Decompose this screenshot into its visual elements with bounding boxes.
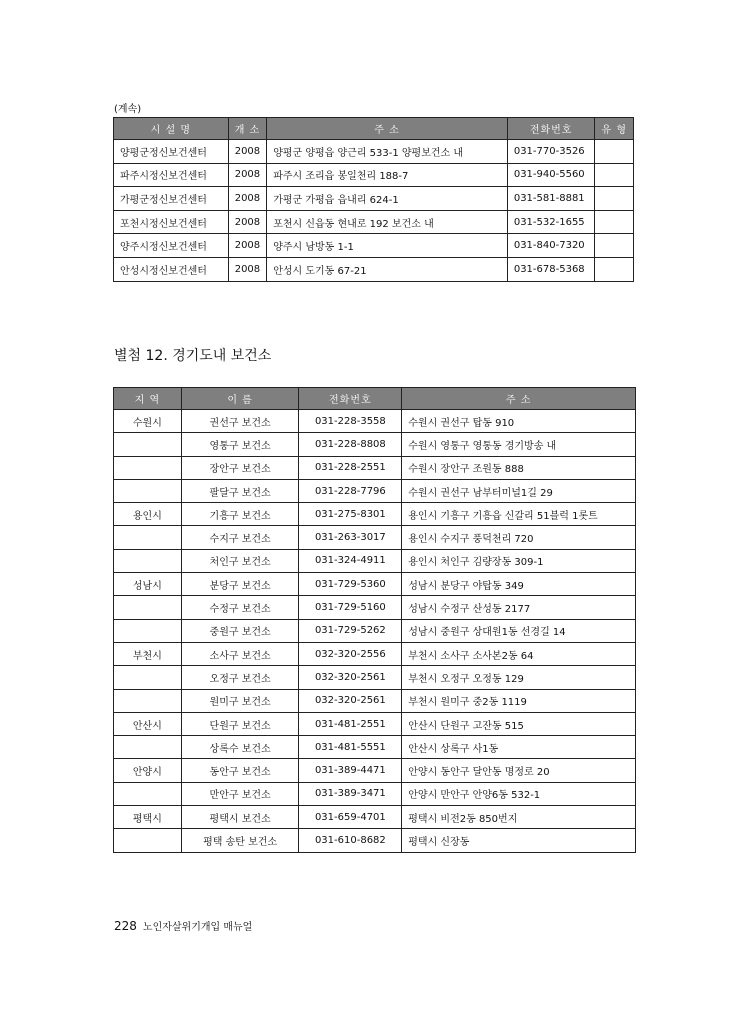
cell-region: 평택시 [114,806,182,829]
cell-facility-name: 양주시정신보건센터 [114,234,229,258]
cell-type [595,257,634,281]
cell-opened: 2008 [228,140,267,164]
cell-phone: 031-481-2551 [299,712,402,735]
table-row [114,479,636,502]
table-row [114,140,634,164]
cell-name: 원미구 보건소 [181,689,299,712]
cell-phone: 031-481-5551 [299,736,402,759]
cell-address: 가평군 가평읍 읍내리 624-1 [267,187,508,211]
cell-address: 안양시 만안구 안양6동 532-1 [402,782,636,805]
cell-phone: 032-320-2561 [299,666,402,689]
cell-phone: 031-581-8881 [507,187,595,211]
cell-region: 용인시 [114,503,182,526]
page-footer [114,918,252,933]
cell-address: 부천시 원미구 중2동 1119 [402,689,636,712]
cell-phone: 031-228-7796 [299,479,402,502]
cell-address: 수원시 장안구 조원동 888 [402,456,636,479]
cell-region [114,829,182,852]
cell-name: 중원구 보건소 [181,619,299,642]
cell-opened: 2008 [228,163,267,187]
cell-address: 평택시 신장동 [402,829,636,852]
cell-region [114,433,182,456]
table-row [114,410,636,433]
cell-address: 안산시 상록구 사1동 [402,736,636,759]
cell-region [114,689,182,712]
cell-phone: 031-228-2551 [299,456,402,479]
cell-region [114,596,182,619]
cell-region [114,526,182,549]
cell-phone: 031-389-3471 [299,782,402,805]
cell-type [595,140,634,164]
table-row [114,689,636,712]
cell-name: 평택 송탄 보건소 [181,829,299,852]
cell-opened: 2008 [228,234,267,258]
table-row [114,163,634,187]
header-address: 주 소 [402,388,636,410]
table-row [114,573,636,596]
cell-address: 성남시 수정구 산성동 2177 [402,596,636,619]
cell-name: 평택시 보건소 [181,806,299,829]
cell-phone: 032-320-2561 [299,689,402,712]
table-row [114,549,636,572]
cell-region [114,456,182,479]
cell-facility-name: 안성시정신보건센터 [114,257,229,281]
cell-region [114,619,182,642]
health-center-table [113,387,636,853]
cell-region: 안양시 [114,759,182,782]
cell-opened: 2008 [228,187,267,211]
book-title: 노인자살위기개입 매뉴얼 [142,922,253,933]
cell-region [114,666,182,689]
cell-facility-name: 포천시정신보건센터 [114,210,229,234]
cell-name: 동안구 보건소 [181,759,299,782]
cell-phone: 031-389-4471 [299,759,402,782]
table-row [114,234,634,258]
cell-name: 장안구 보건소 [181,456,299,479]
header-phone: 전화번호 [299,388,402,410]
cell-type [595,234,634,258]
table-row [114,503,636,526]
cell-name: 기흥구 보건소 [181,503,299,526]
cell-phone: 032-320-2556 [299,642,402,665]
table-row [114,433,636,456]
cell-name: 수지구 보건소 [181,526,299,549]
header-region: 지 역 [114,388,182,410]
cell-phone: 031-228-8808 [299,433,402,456]
cell-address: 파주시 조리읍 봉일천리 188-7 [267,163,508,187]
table-row [114,526,636,549]
table-row [114,187,634,211]
cell-region: 성남시 [114,573,182,596]
cell-phone: 031-263-3017 [299,526,402,549]
table-row [114,759,636,782]
cell-region [114,782,182,805]
cell-type [595,163,634,187]
table-row [114,257,634,281]
table-row [114,829,636,852]
cell-name: 영통구 보건소 [181,433,299,456]
cell-name: 분당구 보건소 [181,573,299,596]
continuation-label: (계속) [114,104,142,115]
cell-address: 부천시 오정구 오정동 129 [402,666,636,689]
cell-address: 성남시 분당구 야탑동 349 [402,573,636,596]
header-type: 유 형 [595,118,634,140]
table-row [114,806,636,829]
cell-opened: 2008 [228,257,267,281]
cell-phone: 031-275-8301 [299,503,402,526]
cell-address: 용인시 기흥구 기흥읍 신갈리 51블럭 1롯트 [402,503,636,526]
header-address: 주 소 [267,118,508,140]
cell-region [114,549,182,572]
cell-phone: 031-610-8682 [299,829,402,852]
table-row [114,736,636,759]
cell-address: 용인시 수지구 풍덕천리 720 [402,526,636,549]
table-row [114,712,636,735]
table-row [114,666,636,689]
table-row [114,596,636,619]
cell-region [114,479,182,502]
cell-type [595,187,634,211]
cell-address: 수원시 권선구 탑동 910 [402,410,636,433]
table-row [114,210,634,234]
cell-phone: 031-840-7320 [507,234,595,258]
cell-address: 수원시 권선구 남부터미널1길 29 [402,479,636,502]
cell-address: 안성시 도기동 67-21 [267,257,508,281]
header-opened: 개 소 [228,118,267,140]
cell-name: 단원구 보건소 [181,712,299,735]
cell-phone: 031-324-4911 [299,549,402,572]
mental-health-center-table [113,117,634,282]
cell-address: 안산시 단원구 고잔동 515 [402,712,636,735]
section-title: 별첨 12. 경기도내 보건소 [114,348,272,364]
cell-phone: 031-940-5560 [507,163,595,187]
cell-phone: 031-228-3558 [299,410,402,433]
cell-address: 수원시 영통구 영통동 경기방송 내 [402,433,636,456]
cell-address: 안양시 동안구 달안동 명정로 20 [402,759,636,782]
cell-address: 포천시 신읍동 현내로 192 보건소 내 [267,210,508,234]
cell-phone: 031-659-4701 [299,806,402,829]
table-row [114,642,636,665]
header-phone: 전화번호 [507,118,595,140]
cell-name: 만안구 보건소 [181,782,299,805]
cell-region: 안산시 [114,712,182,735]
cell-region: 부천시 [114,642,182,665]
cell-phone: 031-678-5368 [507,257,595,281]
cell-type [595,210,634,234]
table-header-row [114,118,634,140]
cell-facility-name: 양평군정신보건센터 [114,140,229,164]
cell-facility-name: 가평군정신보건센터 [114,187,229,211]
cell-name: 오정구 보건소 [181,666,299,689]
cell-address: 성남시 중원구 상대원1동 선경길 14 [402,619,636,642]
table-row [114,456,636,479]
cell-address: 부천시 소사구 소사본2동 64 [402,642,636,665]
cell-phone: 031-770-3526 [507,140,595,164]
cell-phone: 031-729-5360 [299,573,402,596]
cell-opened: 2008 [228,210,267,234]
cell-name: 소사구 보건소 [181,642,299,665]
cell-address: 평택시 비전2동 850번지 [402,806,636,829]
cell-name: 처인구 보건소 [181,549,299,572]
table-row [114,619,636,642]
cell-name: 팔달구 보건소 [181,479,299,502]
page-number: 228 [114,919,137,933]
cell-phone: 031-729-5160 [299,596,402,619]
cell-region [114,736,182,759]
cell-region: 수원시 [114,410,182,433]
cell-name: 수정구 보건소 [181,596,299,619]
table-row [114,782,636,805]
table-header-row [114,388,636,410]
cell-facility-name: 파주시정신보건센터 [114,163,229,187]
cell-name: 권선구 보건소 [181,410,299,433]
cell-address: 양주시 남방동 1-1 [267,234,508,258]
cell-phone: 031-729-5262 [299,619,402,642]
cell-address: 양평군 양평읍 양근리 533-1 양평보건소 내 [267,140,508,164]
cell-phone: 031-532-1655 [507,210,595,234]
header-facility-name: 시 설 명 [114,118,229,140]
cell-name: 상록수 보건소 [181,736,299,759]
header-name: 이 름 [181,388,299,410]
cell-address: 용인시 처인구 김량장동 309-1 [402,549,636,572]
